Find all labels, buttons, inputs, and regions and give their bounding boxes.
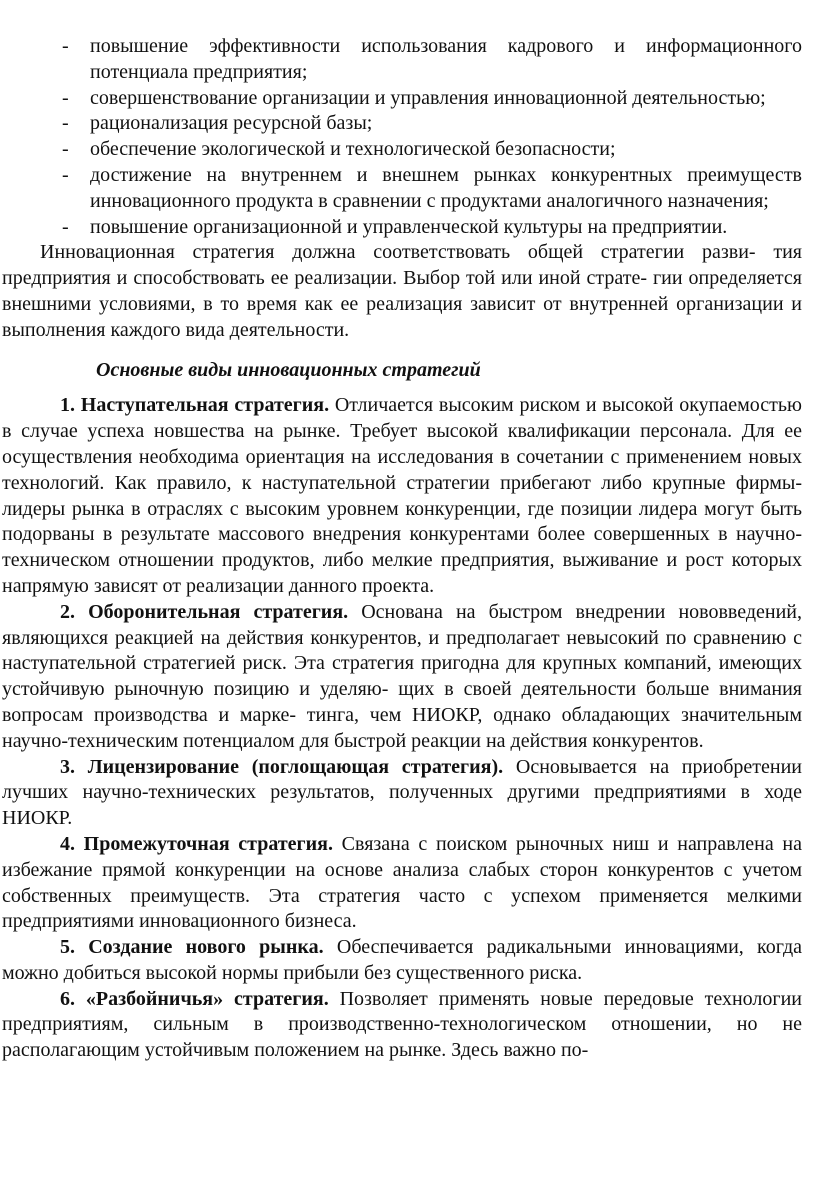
bullet-dash: - bbox=[62, 138, 69, 161]
strategy-text: Обеспечивается радикальными инновациями, когда можно добиться высокой нормы прибыли без существенного риска. bbox=[2, 936, 802, 984]
list-item-text: повышение организационной и управленческой культуры на предприятии. bbox=[90, 215, 728, 238]
strategy-title: 4. Промежуточная стратегия. bbox=[60, 832, 333, 855]
strategy-title: 6. «Разбойничья» стратегия. bbox=[60, 987, 329, 1010]
list-item-text: совершенствование организации и управления инновационной деятельностью; bbox=[90, 86, 766, 109]
strategy-paragraph bbox=[2, 600, 806, 755]
list-item-text: обеспечение экологической и технологической безопасности; bbox=[90, 138, 616, 161]
strategy-title: 1. Наступательная стратегия. bbox=[60, 394, 330, 417]
strategy-text: Основывается на приобретении лучших научно-технических результатов, полученных другими предприятиями в ходе НИОКР. bbox=[2, 755, 802, 830]
bullet-dash: - bbox=[62, 215, 69, 238]
list-item-text: повышение эффективности использования кадрового и информационного потенциала предприятия; bbox=[90, 35, 802, 83]
list-item bbox=[2, 111, 806, 137]
strategy-paragraph bbox=[2, 832, 806, 935]
list-item bbox=[2, 86, 806, 112]
strategy-title: 2. Оборонительная стратегия. bbox=[60, 600, 349, 623]
bullet-dash: - bbox=[62, 86, 69, 109]
strategy-text: Позволяет применять новые передовые технологии предприятиям, сильным в производственно-технологическом отношении, но не располагающим устойчивым положением на рынке. Здесь важно по- bbox=[2, 987, 803, 1062]
bullet-list bbox=[2, 34, 806, 240]
list-item bbox=[2, 215, 806, 241]
intro-paragraph: Инновационная стратегия должна соответствовать общей стратегии разви- тия предприятия и способствовать ее реализации. Выбор той или иной страте- гии определяется внешними условиями, в то время как ее реализация зависит от внутренней организации и выполнения каждого вида деятельности. bbox=[2, 241, 802, 341]
strategy-text: Связана с поиском рыночных ниш и направлена на избежание прямой конкуренции на основе анализа слабых сторон конкурентов с учетом собственных преимуществ. Эта стратегия часто с успехом применяется мелкими предприятиями инновационного бизнеса. bbox=[2, 832, 803, 933]
section-heading: Основные виды инновационных стратегий bbox=[96, 358, 481, 381]
list-item-text: достижение на внутреннем и внешнем рынках конкурентных преимуществ инновационного продукта в сравнении с продуктами аналогичного назначения; bbox=[90, 163, 802, 212]
list-item bbox=[2, 137, 806, 163]
strategy-paragraph bbox=[2, 755, 806, 832]
strategy-text: Отличается высоким риском и высокой окупаемостью в случае успеха новшества на рынке. Требует высокой квалификации персонала. Для ее осуществления необходима ориентация на исследования в сочетании с применением новых технологий. Как правило, к наступательной стратегии прибегают либо крупные фирмы-лидеры рынка в отраслях с высоким уровнем конкуренции, где позиции лидера могут быть подорваны в результате массового внедрения конкурентами более совершенных в научно-техническом отношении продуктов, либо мелкие предприятия, выживание и рост которых напрямую зависят от реализации данного проекта. bbox=[2, 394, 802, 597]
list-item bbox=[2, 34, 806, 86]
strategy-title: 3. Лицензирование (поглощающая стратегия). bbox=[60, 755, 504, 778]
strategy-paragraph bbox=[2, 935, 806, 987]
list-item-text: рационализация ресурсной базы; bbox=[90, 112, 373, 135]
list-item bbox=[2, 163, 806, 215]
strategy-text: Основана на быстром внедрении нововведений, являющихся реакцией на действия конкурентов, и предполагает невысокий по сравнению с наступательной стратегией риск. Эта стратегия пригодна для крупных компаний, имеющих устойчивую рыночную позицию и уделяю- щих в своей деятельности больше внимания вопросам производства и марке- тинга, чем НИОКР, однако обладающих значительным научно-техническим потенциалом для быстрой реакции на действия конкурентов. bbox=[2, 600, 802, 752]
bullet-dash: - bbox=[62, 35, 69, 57]
bullet-dash: - bbox=[62, 112, 69, 135]
strategy-paragraph bbox=[2, 987, 806, 1064]
strategy-title: 5. Создание нового рынка. bbox=[60, 936, 324, 959]
bullet-dash: - bbox=[62, 163, 69, 186]
strategy-paragraph bbox=[2, 393, 806, 599]
